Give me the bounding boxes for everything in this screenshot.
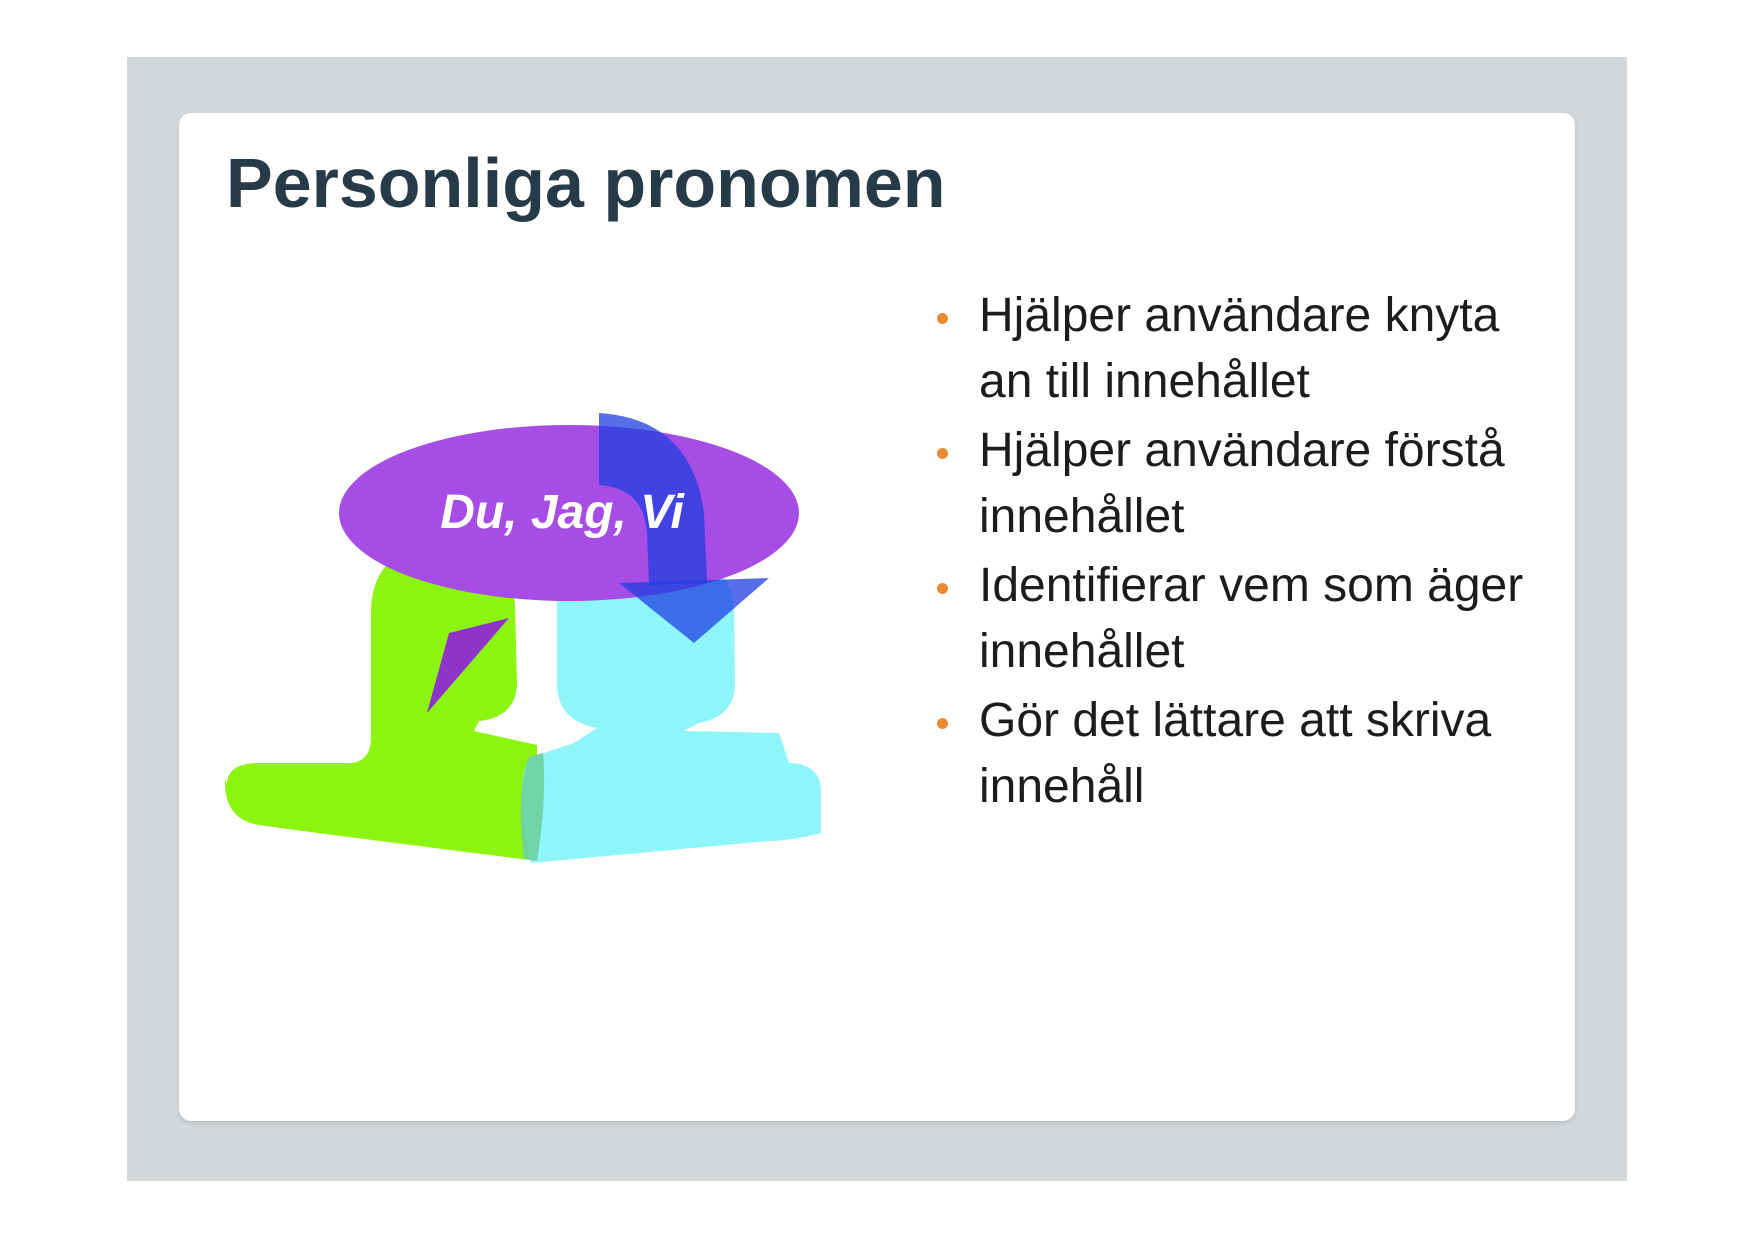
bullet-text: Identifierar vem som äger innehållet [979, 559, 1524, 678]
speech-bubble-text: Du, Jag, Vi [440, 486, 684, 539]
bullet-marker [937, 718, 948, 729]
slide-frame [127, 57, 1627, 1181]
bullet-marker [937, 583, 948, 594]
bullet-item [937, 688, 1557, 820]
bullet-marker [937, 313, 948, 324]
bullet-marker [937, 448, 948, 459]
bullet-item [937, 283, 1557, 415]
two-people-speech-bubble-icon [179, 113, 879, 1121]
bullet-text: Gör det lättare att skriva innehåll [979, 694, 1492, 813]
bullet-list [937, 283, 1557, 823]
bullet-text: Hjälper användare förstå innehållet [979, 424, 1505, 543]
bullet-item [937, 553, 1557, 685]
bullet-item [937, 418, 1557, 550]
slide [179, 113, 1575, 1121]
slide-title: Personliga pronomen [226, 144, 946, 222]
bullet-text: Hjälper användare knyta an till innehållet [979, 289, 1500, 408]
